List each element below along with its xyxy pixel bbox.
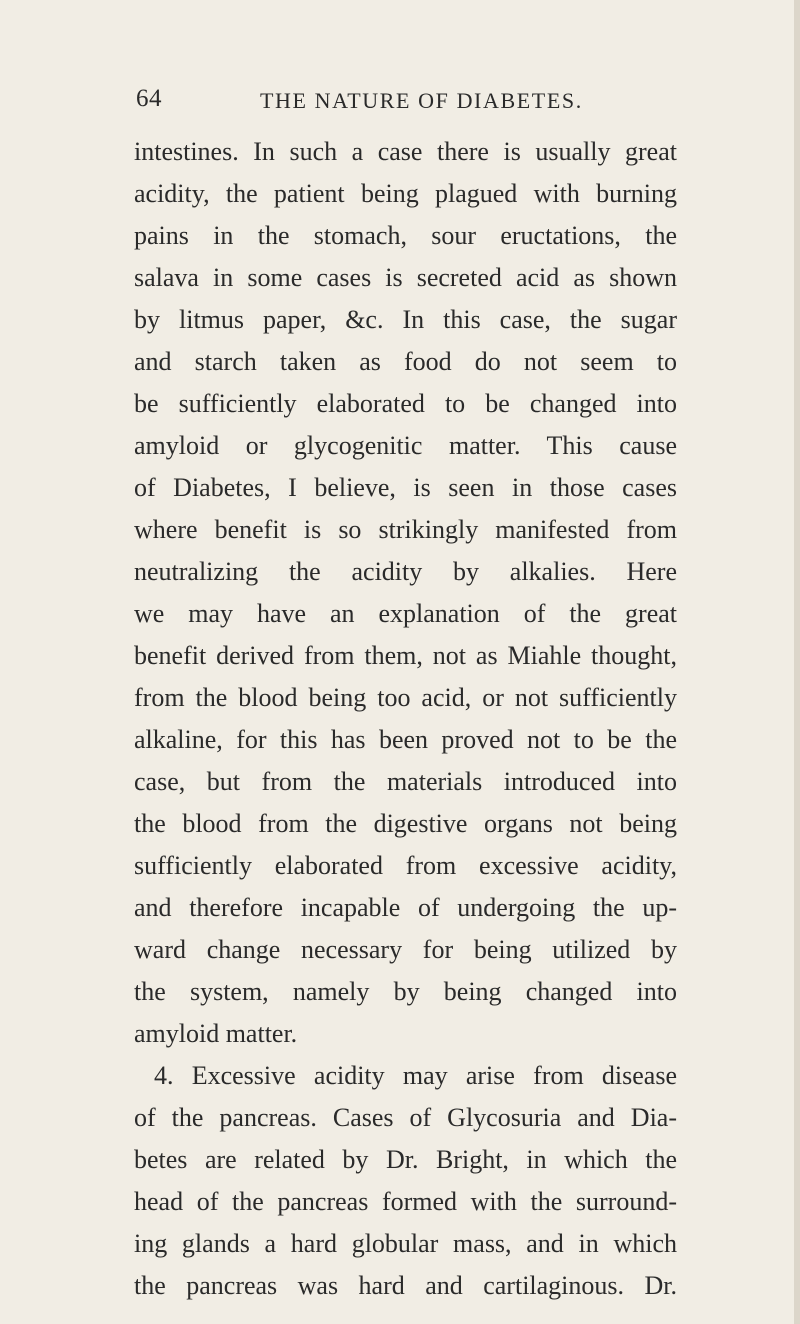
text-line: neutralizing the acidity by alkalies. Here <box>134 557 677 586</box>
text-line: be sufficiently elaborated to be changed into <box>134 389 677 418</box>
body-text <box>134 131 677 1307</box>
text-line: acidity, the patient being plagued with burning <box>134 179 677 208</box>
text-line: of Diabetes, I believe, is seen in those cases <box>134 473 677 502</box>
text-line: intestines. In such a case there is usually great <box>134 137 677 166</box>
text-line: head of the pancreas formed with the surround- <box>134 1187 677 1216</box>
text-line: and therefore incapable of undergoing the up- <box>134 893 677 922</box>
text-line: we may have an explanation of the great <box>134 599 677 628</box>
text-line: and starch taken as food do not seem to <box>134 347 677 376</box>
text-line: 4. Excessive acidity may arise from disease <box>154 1061 677 1090</box>
text-line: benefit derived from them, not as Miahle thought, <box>134 641 677 670</box>
text-line: pains in the stomach, sour eructations, the <box>134 221 677 250</box>
text-line: by litmus paper, &c. In this case, the sugar <box>134 305 677 334</box>
text-line: amyloid matter. <box>134 1019 298 1048</box>
text-line: ward change necessary for being utilized by <box>134 935 677 964</box>
text-line: where benefit is so strikingly manifested from <box>134 515 677 544</box>
text-line: betes are related by Dr. Bright, in which the <box>134 1145 677 1174</box>
page-number: 64 <box>136 85 162 112</box>
text-line: amyloid or glycogenitic matter. This cause <box>134 431 677 460</box>
text-line: sufficiently elaborated from excessive acidity, <box>134 851 677 880</box>
text-line: case, but from the materials introduced into <box>134 767 677 796</box>
page-edge-shadow <box>794 0 800 1324</box>
text-line: of the pancreas. Cases of Glycosuria and Dia- <box>134 1103 677 1132</box>
text-line: ing glands a hard globular mass, and in which <box>134 1229 677 1258</box>
text-line: alkaline, for this has been proved not to be the <box>134 725 677 754</box>
text-line: from the blood being too acid, or not sufficiently <box>134 683 677 712</box>
text-line: the pancreas was hard and cartilaginous. Dr. <box>134 1271 677 1300</box>
text-line: salava in some cases is secreted acid as shown <box>134 263 677 292</box>
running-title: THE NATURE OF DIABETES. <box>260 88 583 113</box>
text-line: the system, namely by being changed into <box>134 977 677 1006</box>
text-line: the blood from the digestive organs not being <box>134 809 677 838</box>
